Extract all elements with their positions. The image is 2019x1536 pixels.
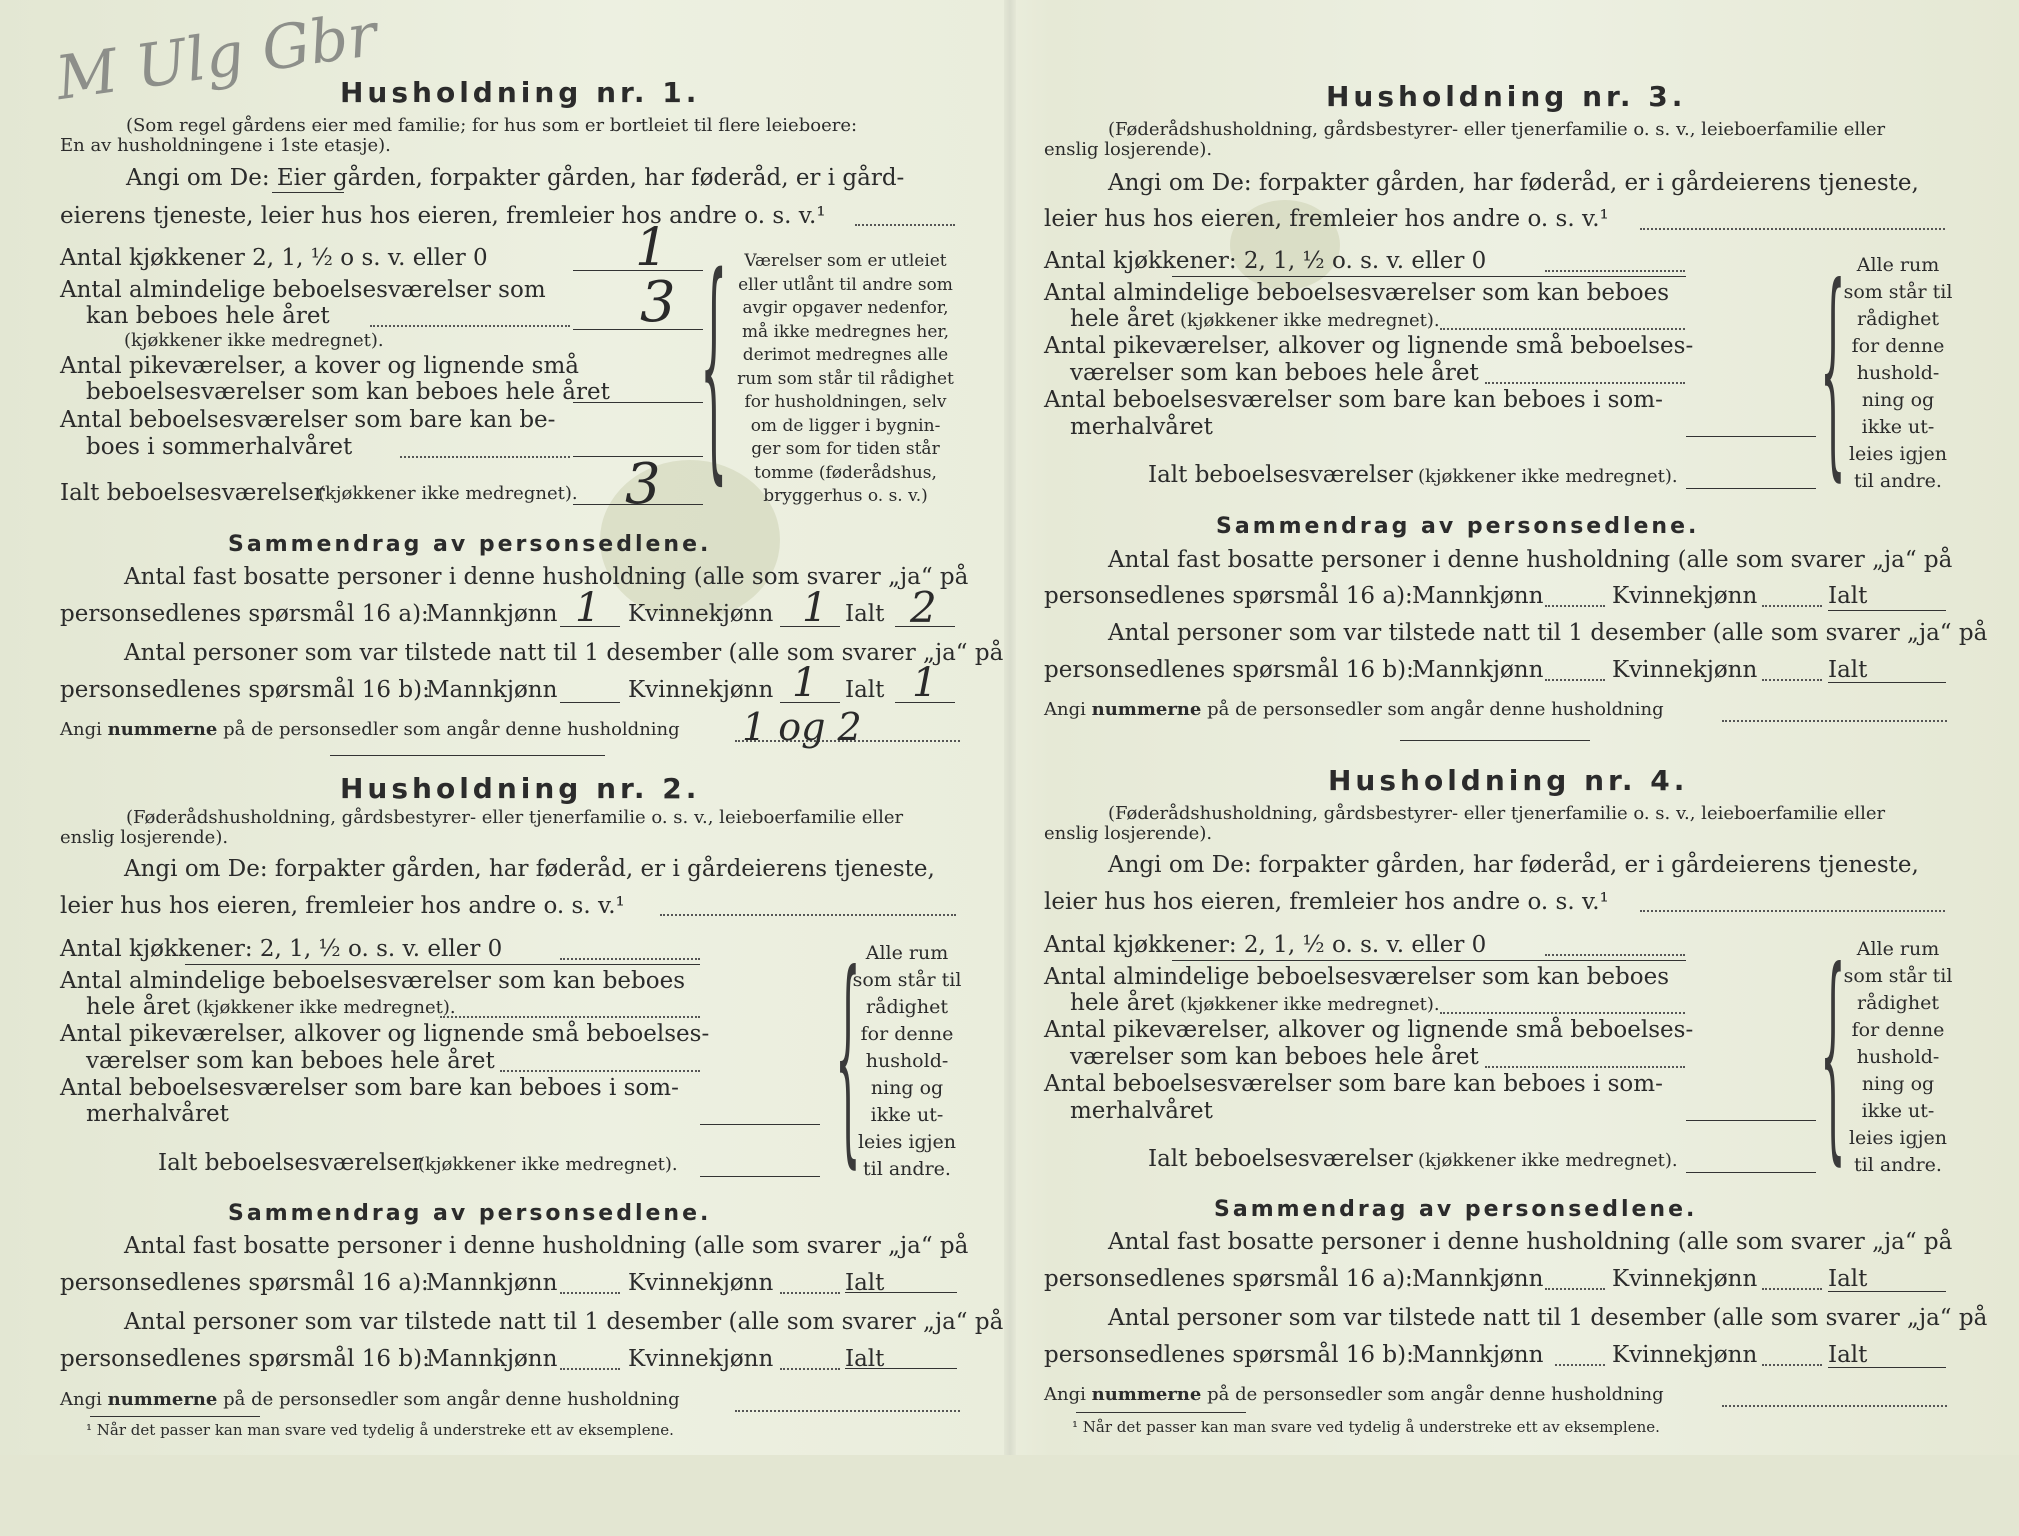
h4-almindelige-note: (kjøkkener ikke medregnet). — [1180, 994, 1440, 1015]
h3-16b-label: personsedlenes spørsmål 16 b): — [1044, 657, 1414, 683]
household-3-title: Husholdning nr. 3. — [1326, 80, 1687, 113]
h2-pike-label1: Antal pikeværelser, alkover og lignende små beboelses- — [60, 1021, 710, 1047]
h3-16b-mann-label: Mannkjønn — [1412, 657, 1544, 683]
h4-side-line: som står til — [1843, 965, 1953, 987]
h1-16b-kvinne-label: Kvinnekjønn — [628, 677, 774, 703]
h1-pike-line — [573, 402, 703, 403]
h3-16a-mann-label: Mannkjønn — [1412, 583, 1544, 609]
h4-ialt-label: Ialt beboelsesværelser — [1148, 1146, 1413, 1172]
h1-16b-mann-label: Mannkjønn — [426, 677, 558, 703]
h2-intro-line2: enslig losjerende). — [60, 827, 229, 848]
h2-16a-label: personsedlenes spørsmål 16 a): — [60, 1270, 429, 1296]
nummerne-rest: på de personsedler som angår denne husholdning — [1207, 1384, 1664, 1405]
h4-almindelige-dots — [1440, 1012, 1685, 1014]
h4-16a-mann-label: Mannkjønn — [1412, 1266, 1544, 1292]
h1-kjokkener-label: Antal kjøkkener 2, 1, ½ o s. v. eller 0 — [60, 245, 488, 271]
h3-16a-ialt-label: Ialt — [1828, 583, 1868, 609]
h2-side-line: som står til — [852, 969, 962, 991]
nummerne-word: nummerne — [1091, 1384, 1202, 1405]
h3-ialt-label: Ialt beboelsesværelser — [1148, 462, 1413, 488]
h4-side-line: til andre. — [1854, 1154, 1942, 1176]
h1-sommer-dots — [400, 456, 570, 458]
h4-angi-answer-line — [1640, 910, 1945, 912]
h3-almindelige-label2: hele året — [1070, 306, 1175, 332]
nummerne-rest: på de personsedler som angår denne husholdning — [223, 719, 680, 740]
h1-kjokkener-value: 1 — [635, 218, 669, 278]
h2-kjokkener-dots — [560, 958, 700, 960]
h2-16a-kvinne-label: Kvinnekjønn — [628, 1270, 774, 1296]
h4-almindelige-label1: Antal almindelige beboelsesværelser som kan beboes — [1044, 964, 1670, 990]
h4-side-line: ikke ut- — [1861, 1100, 1935, 1122]
h4-intro-line2: enslig losjerende). — [1044, 823, 1213, 844]
h1-ialt-label: Ialt beboelsesværelser — [60, 480, 325, 506]
footnote-rule-left — [90, 1416, 260, 1417]
h1-side-note — [728, 250, 963, 509]
h4-sommer-line — [1686, 1120, 1816, 1121]
h3-side-line: ikke ut- — [1861, 416, 1935, 438]
h4-kjokkener-line — [1172, 960, 1686, 961]
h1-ialt-value: 3 — [625, 452, 661, 517]
h4-16b-ialt-line — [1828, 1367, 1946, 1368]
h4-16a-ialt-line — [1828, 1291, 1946, 1292]
h1-16a-label: personsedlenes spørsmål 16 a): — [60, 601, 429, 627]
h3-intro-line1: (Føderådshusholdning, gårdsbestyrer- eller tjenerfamilie o. s. v., leieboerfamilie eller — [1108, 119, 1886, 140]
h3-16b-ialt-line — [1828, 682, 1946, 683]
h3-16a-kvinne-line — [1762, 605, 1822, 607]
h3-16b-mann-line — [1545, 679, 1605, 681]
angi-word: Angi — [1044, 1384, 1086, 1405]
h3-16a-label: personsedlenes spørsmål 16 a): — [1044, 583, 1413, 609]
h4-side-line: rådighet — [1857, 992, 1939, 1014]
h1-side-line: derimot medregnes alle — [742, 345, 949, 365]
h4-16b-ialt-label: Ialt — [1828, 1342, 1868, 1368]
h4-sommer-label1: Antal beboelsesværelser som bare kan beboes i som- — [1044, 1071, 1663, 1097]
h3-almindelige-label1: Antal almindelige beboelsesværelser som kan beboes — [1044, 280, 1670, 306]
h1-intro-line2: En av husholdningene i 1ste etasje). — [60, 135, 391, 156]
h3-ialt-line — [1686, 488, 1816, 489]
footnote-right: ¹ Når det passer kan man svare ved tydelig å understreke ett av eksemplene. — [1072, 1418, 1660, 1436]
h3-sommer-label1: Antal beboelsesværelser som bare kan beboes i som- — [1044, 387, 1663, 413]
h3-sommer-line — [1686, 436, 1816, 437]
h3-16a-ialt-line — [1828, 610, 1946, 611]
footnote-rule-right — [1076, 1412, 1246, 1413]
h2-side-line: Alle rum — [865, 942, 949, 964]
h3-16b-ialt-label: Ialt — [1828, 657, 1868, 683]
h3-pike-dots — [1485, 382, 1685, 384]
h2-angi-line2: leier hus hos eieren, fremleier hos andre o. s. v.¹ — [60, 893, 625, 919]
angi-word: Angi — [1044, 699, 1086, 720]
h1-side-line: bryggerhus o. s. v.) — [763, 486, 928, 506]
h4-angi-line2: leier hus hos eieren, fremleier hos andre o. s. v.¹ — [1044, 889, 1609, 915]
h1-pike-label1: Antal pikeværelser, a kover og lignende små — [60, 353, 579, 379]
h1-almindelige-note: (kjøkkener ikke medregnet). — [124, 330, 384, 351]
h2-side-brace: { — [835, 926, 861, 1188]
h2-kjokkener-line — [185, 964, 700, 965]
h3-separator — [1400, 740, 1590, 741]
h1-16a-ialt-value: 2 — [910, 583, 937, 632]
h4-side-line: ning og — [1861, 1073, 1935, 1095]
h2-side-line: for denne — [860, 1023, 954, 1045]
h2-side-line: leies igjen — [857, 1131, 957, 1153]
nummerne-word: nummerne — [1091, 699, 1202, 720]
h2-16b-mann-label: Mannkjønn — [426, 1346, 558, 1372]
h3-pike-label1: Antal pikeværelser, alkover og lignende små beboelses- — [1044, 333, 1694, 359]
angi-word: Angi — [60, 1389, 102, 1410]
h2-side-line: til andre. — [863, 1158, 951, 1180]
h2-16a-line1: Antal fast bosatte personer i denne husholdning (alle som svarer „ja“ på — [124, 1233, 969, 1259]
h4-nummerne-answer-line — [1722, 1405, 1947, 1407]
h3-side-brace: { — [1820, 239, 1846, 501]
h3-intro-line2: enslig losjerende). — [1044, 139, 1213, 160]
h4-sommer-label2: merhalvåret — [1070, 1098, 1213, 1124]
h1-separator — [330, 755, 605, 756]
h1-side-line: avgir opgaver nedenfor, — [742, 298, 949, 318]
h2-almindelige-dots — [440, 1016, 700, 1018]
h1-almindelige-value: 3 — [640, 270, 676, 335]
h2-kjokkener-label: Antal kjøkkener: 2, 1, ½ o. s. v. eller 0 — [60, 936, 503, 962]
h2-16b-label: personsedlenes spørsmål 16 b): — [60, 1346, 430, 1372]
h1-almindelige-label2: kan beboes hele året — [86, 303, 330, 329]
h2-intro-line1: (Føderådshusholdning, gårdsbestyrer- eller tjenerfamilie o. s. v., leieboerfamilie eller — [126, 807, 904, 828]
household-2-title: Husholdning nr. 2. — [340, 772, 701, 805]
h2-ialt-label: Ialt beboelsesværelser — [158, 1150, 423, 1176]
h1-angi-answer-line — [855, 224, 955, 226]
h3-kjokkener-line — [1172, 276, 1686, 277]
h4-pike-dots — [1485, 1066, 1685, 1068]
h4-kjokkener-label: Antal kjøkkener: 2, 1, ½ o. s. v. eller 0 — [1044, 932, 1487, 958]
nummerne-rest: på de personsedler som angår denne husholdning — [223, 1389, 680, 1410]
h4-summary-title: Sammendrag av personsedlene. — [1214, 1197, 1698, 1222]
h2-side-note — [852, 940, 962, 1183]
h4-16a-mann-line — [1545, 1288, 1605, 1290]
h1-almindelige-dots — [370, 325, 570, 327]
angi-word: Angi — [60, 719, 102, 740]
h1-16b-kvinne-value: 1 — [792, 660, 818, 706]
nummerne-rest: på de personsedler som angår denne husholdning — [1207, 699, 1664, 720]
h1-16a-kvinne-label: Kvinnekjønn — [628, 601, 774, 627]
h3-pike-label2: værelser som kan beboes hele året — [1070, 360, 1479, 386]
h1-16a-mann-label: Mannkjønn — [426, 601, 558, 627]
h4-kjokkener-dots — [1545, 954, 1685, 956]
h2-16a-mann-line — [560, 1292, 620, 1294]
h2-almindelige-label2: hele året — [86, 994, 191, 1020]
h3-side-line: rådighet — [1857, 308, 1939, 330]
h2-sommer-label1: Antal beboelsesværelser som bare kan beboes i som- — [60, 1075, 679, 1101]
h2-ialt-line — [700, 1176, 820, 1177]
h3-side-line: som står til — [1843, 281, 1953, 303]
h2-ialt-note: (kjøkkener ikke medregnet). — [418, 1154, 678, 1175]
h1-16b-ialt-value: 1 — [912, 660, 938, 706]
h3-side-note — [1842, 252, 1954, 495]
h4-pike-label1: Antal pikeværelser, alkover og lignende små beboelses- — [1044, 1017, 1694, 1043]
h2-side-line: ning og — [870, 1077, 944, 1099]
h2-16b-mann-line — [560, 1368, 620, 1370]
h1-intro-line1: (Som regel gårdens eier med familie; for hus som er bortleiet til flere leieboere: — [126, 115, 858, 136]
h1-16b-line1: Antal personer som var tilstede natt til 1 desember (alle som svarer „ja“ på — [124, 640, 1004, 666]
household-1-title: Husholdning nr. 1. — [340, 76, 701, 109]
h4-intro-line1: (Føderådshusholdning, gårdsbestyrer- eller tjenerfamilie o. s. v., leieboerfamilie eller — [1108, 803, 1886, 824]
h4-side-note — [1842, 936, 1954, 1179]
h2-16a-ialt-line — [845, 1292, 957, 1293]
h2-16a-ialt-label: Ialt — [845, 1270, 885, 1296]
h2-pike-dots — [500, 1070, 700, 1072]
h1-side-line: for husholdningen, selv — [744, 392, 947, 412]
h1-16b-mann-line — [560, 702, 620, 703]
handwritten-note-top-left: M Ulg Gbr — [51, 0, 382, 115]
h4-16b-mann-label: Mannkjønn — [1412, 1342, 1544, 1368]
h3-ialt-note: (kjøkkener ikke medregnet). — [1418, 466, 1678, 487]
h2-almindelige-note: (kjøkkener ikke medregnet). — [196, 997, 456, 1018]
h2-16a-mann-label: Mannkjønn — [426, 1270, 558, 1296]
h3-kjokkener-dots — [1545, 270, 1685, 272]
h2-almindelige-label1: Antal almindelige beboelsesværelser som kan beboes — [60, 968, 686, 994]
h1-16a-line1: Antal fast bosatte personer i denne husholdning (alle som svarer „ja“ på — [124, 564, 969, 590]
h2-16b-ialt-label: Ialt — [845, 1346, 885, 1372]
h3-side-line: hushold- — [1856, 362, 1940, 384]
h2-sommer-label2: merhalvåret — [86, 1101, 229, 1127]
nummerne-word: nummerne — [107, 719, 218, 740]
h1-nummerne-value: 1 og 2 — [742, 705, 862, 749]
h1-side-brace: { — [700, 225, 728, 505]
h1-16b-label: personsedlenes spørsmål 16 b): — [60, 677, 430, 703]
h1-sommer-label2: boes i sommerhalvåret — [86, 434, 353, 460]
h3-almindelige-note: (kjøkkener ikke medregnet). — [1180, 310, 1440, 331]
h1-side-line: ger som for tiden står — [751, 439, 940, 459]
h2-side-line: rådighet — [866, 996, 948, 1018]
h2-16b-ialt-line — [845, 1368, 957, 1369]
h2-side-line: ikke ut- — [870, 1104, 944, 1126]
h4-pike-label2: værelser som kan beboes hele året — [1070, 1044, 1479, 1070]
h4-16a-ialt-label: Ialt — [1828, 1266, 1868, 1292]
h1-side-line: tomme (føderådshus, — [754, 462, 937, 483]
h1-16b-ialt-label: Ialt — [845, 677, 885, 703]
h4-16a-line1: Antal fast bosatte personer i denne husholdning (alle som svarer „ja“ på — [1108, 1229, 1953, 1255]
h1-angi-line1: Angi om De: Eier gården, forpakter gården, har føderåd, er i gård- — [126, 165, 905, 191]
h1-almindelige-line — [573, 329, 703, 330]
h3-summary-title: Sammendrag av personsedlene. — [1216, 514, 1700, 539]
h3-16b-kvinne-label: Kvinnekjønn — [1612, 657, 1758, 683]
h3-side-line: for denne — [1851, 335, 1945, 357]
h3-angi-line2: leier hus hos eieren, fremleier hos andre o. s. v.¹ — [1044, 206, 1609, 232]
h1-side-line: eller utlånt til andre som — [738, 274, 953, 295]
h3-16a-line1: Antal fast bosatte personer i denne husholdning (alle som svarer „ja“ på — [1108, 547, 1953, 573]
h1-ialt-note: (kjøkkener ikke medregnet). — [318, 483, 578, 504]
h4-side-line: hushold- — [1856, 1046, 1940, 1068]
h1-angi-line2: eierens tjeneste, leier hus hos eieren, fremleier hos andre o. s. v.¹ — [60, 203, 826, 229]
h3-angi-line1: Angi om De: forpakter gården, har føderåd, er i gårdeierens tjeneste, — [1108, 170, 1919, 196]
h2-nummerne-line — [60, 1390, 680, 1410]
h3-side-line: til andre. — [1854, 470, 1942, 492]
h4-16b-mann-line — [1555, 1364, 1605, 1366]
h3-kjokkener-label: Antal kjøkkener: 2, 1, ½ o. s. v. eller 0 — [1044, 248, 1487, 274]
h4-16a-kvinne-line — [1762, 1288, 1822, 1290]
h1-16a-ialt-label: Ialt — [845, 601, 885, 627]
h3-angi-answer-line — [1640, 228, 1945, 230]
h3-nummerne-answer-line — [1722, 720, 1947, 722]
h2-16a-kvinne-line — [780, 1292, 840, 1294]
h2-angi-answer-line — [660, 914, 956, 916]
h2-sommer-line — [700, 1124, 820, 1125]
h3-side-line: ning og — [1861, 389, 1935, 411]
h1-eier-underline — [272, 192, 344, 193]
h1-16a-kvinne-value: 1 — [802, 585, 828, 631]
h4-side-brace: { — [1820, 923, 1846, 1185]
h1-side-line: om de ligger i bygnin- — [750, 415, 941, 436]
h1-side-line: må ikke medregnes her, — [741, 321, 950, 342]
h1-sommer-label1: Antal beboelsesværelser som bare kan be- — [60, 407, 556, 433]
h4-16b-kvinne-label: Kvinnekjønn — [1612, 1342, 1758, 1368]
h3-16a-kvinne-label: Kvinnekjønn — [1612, 583, 1758, 609]
h3-16b-kvinne-line — [1762, 679, 1822, 681]
h3-sommer-label2: merhalvåret — [1070, 414, 1213, 440]
h3-side-line: Alle rum — [1856, 254, 1940, 276]
h1-16a-mann-value: 1 — [575, 585, 601, 631]
h4-side-line: for denne — [1851, 1019, 1945, 1041]
h4-ialt-note: (kjøkkener ikke medregnet). — [1418, 1150, 1678, 1171]
h2-16b-line1: Antal personer som var tilstede natt til 1 desember (alle som svarer „ja“ på — [124, 1309, 1004, 1335]
h1-almindelige-label1: Antal almindelige beboelsesværelser som — [60, 277, 546, 303]
h3-nummerne-line — [1044, 700, 1664, 720]
h4-side-line: leies igjen — [1848, 1127, 1948, 1149]
household-4-title: Husholdning nr. 4. — [1328, 764, 1689, 797]
h1-summary-title: Sammendrag av personsedlene. — [228, 532, 712, 557]
h3-16b-line1: Antal personer som var tilstede natt til 1 desember (alle som svarer „ja“ på — [1108, 620, 1988, 646]
h4-angi-line1: Angi om De: forpakter gården, har føderåd, er i gårdeierens tjeneste, — [1108, 852, 1919, 878]
h4-nummerne-line — [1044, 1385, 1664, 1405]
h1-nummerne-line — [60, 720, 680, 740]
h2-nummerne-answer-line — [735, 1410, 960, 1412]
page-bottom-margin — [0, 1455, 2019, 1536]
h4-side-line: Alle rum — [1856, 938, 1940, 960]
h2-pike-label2: værelser som kan beboes hele året — [86, 1048, 495, 1074]
h4-16b-label: personsedlenes spørsmål 16 b): — [1044, 1342, 1414, 1368]
h4-16a-label: personsedlenes spørsmål 16 a): — [1044, 1266, 1413, 1292]
page-fold — [1004, 0, 1016, 1536]
h2-summary-title: Sammendrag av personsedlene. — [228, 1201, 712, 1226]
h1-pike-label2: beboelsesværelser som kan beboes hele året — [86, 379, 610, 405]
h4-almindelige-label2: hele året — [1070, 990, 1175, 1016]
h4-16a-kvinne-label: Kvinnekjønn — [1612, 1266, 1758, 1292]
h2-angi-line1: Angi om De: forpakter gården, har føderåd, er i gårdeierens tjeneste, — [124, 856, 935, 882]
h2-side-line: hushold- — [865, 1050, 949, 1072]
h1-side-line: rum som står til rådighet — [737, 368, 954, 389]
h4-16b-line1: Antal personer som var tilstede natt til 1 desember (alle som svarer „ja“ på — [1108, 1305, 1988, 1331]
h2-16b-kvinne-label: Kvinnekjønn — [628, 1346, 774, 1372]
h3-side-line: leies igjen — [1848, 443, 1948, 465]
h2-16b-kvinne-line — [780, 1368, 840, 1370]
nummerne-word: nummerne — [107, 1389, 218, 1410]
h1-side-line: Værelser som er utleiet — [744, 251, 947, 271]
footnote-left: ¹ Når det passer kan man svare ved tydelig å understreke ett av eksemplene. — [86, 1421, 674, 1439]
h4-ialt-line — [1686, 1172, 1816, 1173]
h3-16a-mann-line — [1545, 605, 1605, 607]
h4-16b-kvinne-line — [1762, 1364, 1822, 1366]
h3-almindelige-dots — [1440, 328, 1685, 330]
